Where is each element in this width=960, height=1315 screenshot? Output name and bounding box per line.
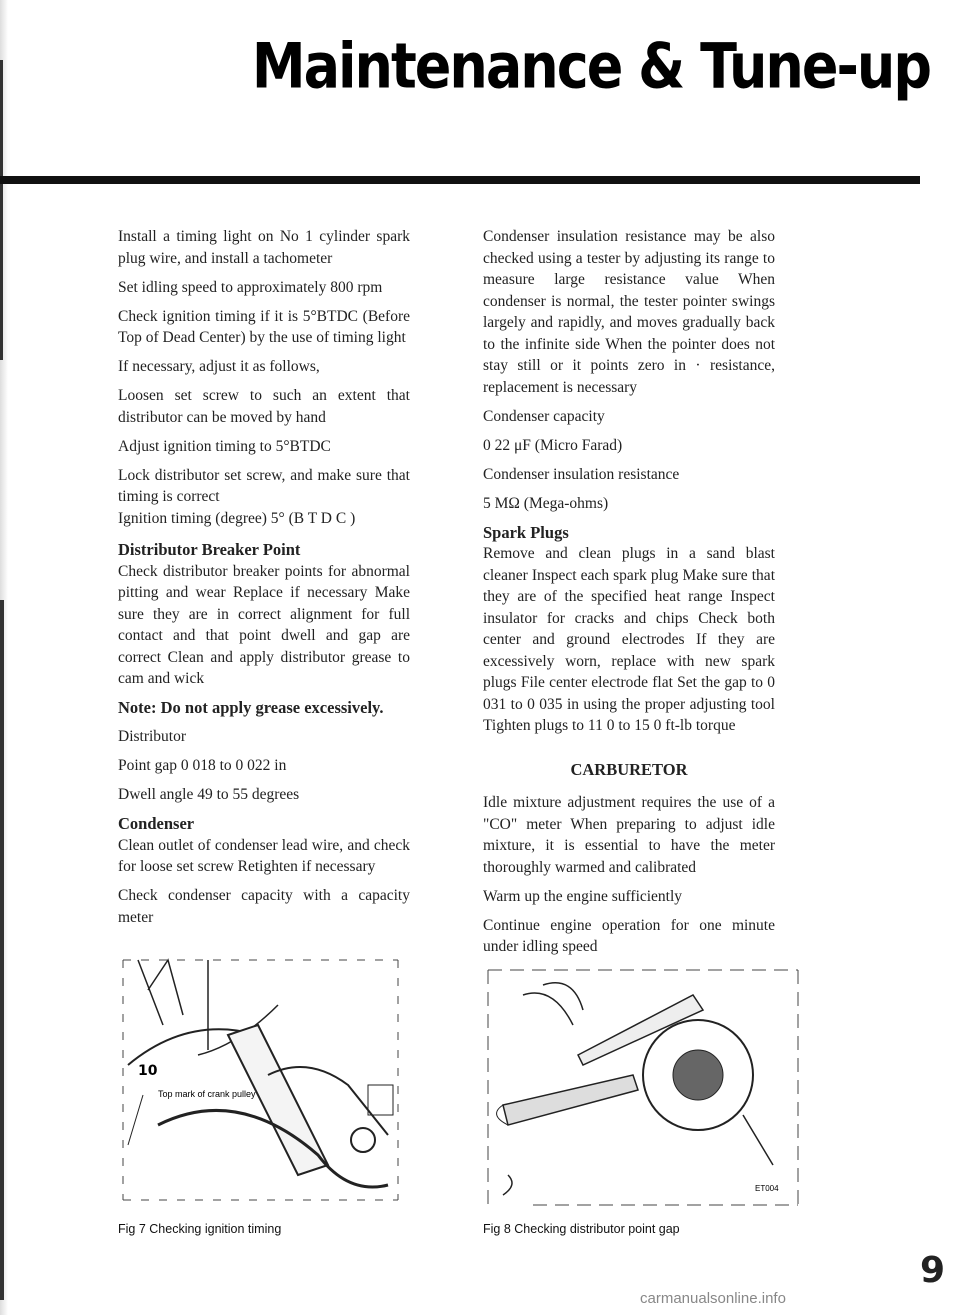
section-heading: CARBURETOR — [570, 759, 688, 779]
paragraph: Adjust ignition timing to 5°BTDC — [118, 437, 331, 455]
paragraph: Loosen set screw to such an extent that distributor can be moved by hand — [118, 387, 410, 426]
paragraph: Warm up the engine sufficiently — [483, 887, 683, 905]
paragraph: Check ignition timing if it is 5°BTDC (Before Top of Dead Center) by the use of timing light — [118, 307, 410, 346]
section-heading: Condenser — [118, 814, 195, 833]
figure-caption: Fig 8 Checking distributor point gap — [483, 1222, 680, 1236]
paragraph: Dwell angle 49 to 55 degrees — [118, 786, 300, 803]
paragraph: Condenser insulation resistance — [483, 465, 680, 483]
section-heading: Distributor Breaker Point — [118, 540, 301, 559]
paragraph: Set idling speed to approximately 800 rpm — [118, 278, 383, 296]
figure-timing-illustration — [118, 955, 403, 1205]
figure-caption: Fig 7 Checking ignition timing — [118, 1222, 282, 1236]
paragraph: Idle mixture adjustment requires the use of a "CO" meter When preparing to adjust idle mixture, it is essential to have the meter thoroughly warmed and calibrated — [483, 794, 775, 876]
paragraph: Remove and clean plugs in a sand blast cleaner Inspect each spark plug Make sure that they are of the specified heat range Inspect insulator for cracks and chips Check both center and ground electrodes If they are excessively worn, replace with new spark plugs File center electrode flat Set the gap to 0 031 to 0 035 in using the proper adjusting tool Tighten plugs to 11 0 to 15 0 ft-lb torque — [483, 545, 775, 734]
figure-code: ET004 — [755, 1184, 779, 1193]
fig7-callout: Top mark of crank pulley — [158, 1089, 256, 1099]
paragraph: Ignition timing (degree) 5° (B T D C ) — [118, 509, 356, 527]
page-title: Maintenance & Tune-up — [251, 30, 930, 103]
paragraph: Clean outlet of condenser lead wire, and check for loose set screw Retighten if necessary — [118, 836, 410, 875]
paragraph: Distributor — [118, 728, 187, 745]
paragraph: Condenser capacity — [483, 407, 605, 425]
paragraph: Install a timing light on No 1 cylinder spark plug wire, and install a tachometer — [118, 228, 410, 267]
watermark: carmanualsonline.info — [640, 1290, 786, 1307]
paragraph: Point gap 0 018 to 0 022 in — [118, 757, 287, 774]
section-heading: Spark Plugs — [483, 522, 569, 542]
paragraph: Condenser insulation resistance may be also checked using a tester by adjusting its range to measure large resistance value When condenser is normal, the tester pointer swings largely and rapidly, and moves gradually back to the infinite side When the pointer does not stay still or it points zero in · resistance, replacement is necessary — [483, 228, 775, 396]
note: Note: Do not apply grease excessively. — [118, 698, 384, 717]
header-rule — [0, 176, 920, 184]
left-column — [118, 226, 410, 936]
svg-text:10: 10 — [138, 1063, 158, 1079]
scan-shadow — [0, 60, 3, 360]
paragraph: Check distributor breaker points for abnormal pitting and wear Replace if necessary Make sure they are in correct alignment for full contact and that point dwell and gap are correct Clean and apply distributor grease to cam and wick — [118, 562, 410, 687]
right-column — [483, 226, 775, 965]
paragraph: If necessary, adjust it as follows, — [118, 358, 320, 375]
paragraph: Continue engine operation for one minute under idling speed — [483, 916, 775, 955]
scan-shadow — [0, 600, 4, 1300]
paragraph: Check condenser capacity with a capacity meter — [118, 887, 410, 926]
paragraph: Lock distributor set screw, and make sure that timing is correct — [118, 466, 410, 505]
page-number: 9 — [920, 1250, 946, 1291]
paragraph: 5 MΩ (Mega-ohms) — [483, 494, 609, 512]
figure-distributor-illustration — [483, 965, 803, 1210]
paragraph: 0 22 μF (Micro Farad) — [483, 436, 623, 454]
